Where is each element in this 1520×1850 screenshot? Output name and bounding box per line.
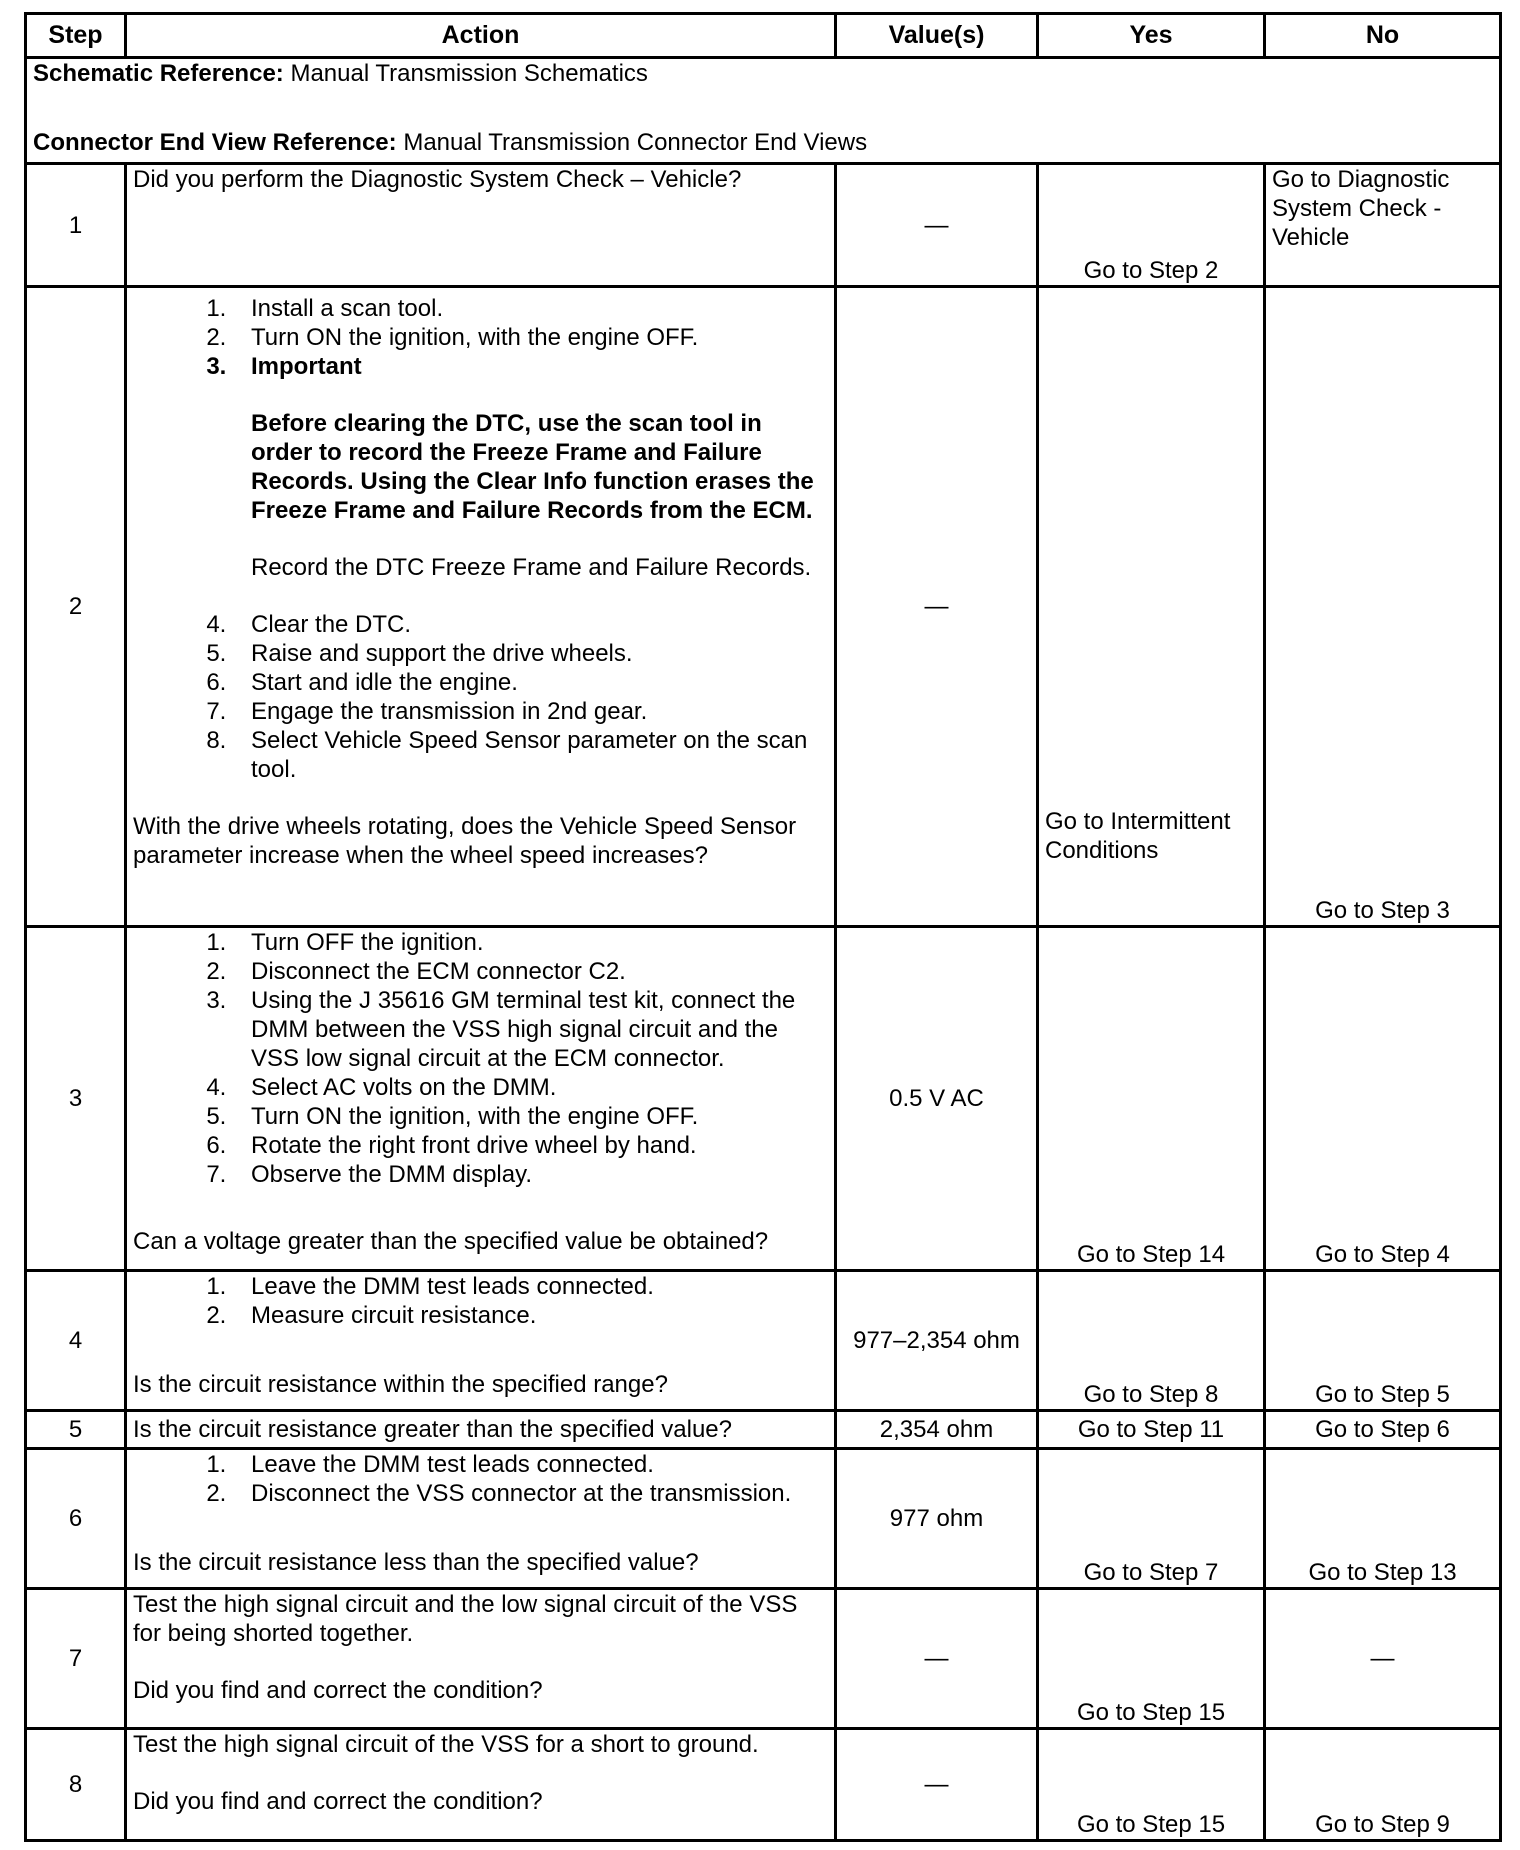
action-question: Did you find and correct the condition? xyxy=(133,1788,543,1815)
action-question: Is the circuit resistance less than the specified value? xyxy=(133,1549,699,1576)
table-row xyxy=(26,1411,1501,1449)
action-question: Did you perform the Diagnostic System Check – Vehicle? xyxy=(133,166,742,193)
yes-cell: Go to Step 14 xyxy=(1038,927,1265,1271)
list-item: 1. Leave the DMM test leads connected. xyxy=(233,1272,828,1301)
yes-cell: Go to Step 7 xyxy=(1038,1449,1265,1589)
list-item: 5. Turn ON the ignition, with the engine OFF. xyxy=(233,1102,828,1131)
connector-reference-value: Manual Transmission Connector End Views xyxy=(403,129,868,156)
list-item: 2. Turn ON the ignition, with the engine OFF. xyxy=(233,323,828,352)
schematic-reference-value: Manual Transmission Schematics xyxy=(290,60,648,87)
no-cell: Go to Step 4 xyxy=(1265,927,1501,1271)
action-steps-list xyxy=(133,294,828,582)
table-row xyxy=(26,927,1501,1271)
no-cell: Go to Step 3 xyxy=(1265,287,1501,927)
table-row xyxy=(26,1271,1501,1411)
header-row xyxy=(26,14,1501,58)
no-cell: Go to Step 9 xyxy=(1265,1729,1501,1841)
action-cell xyxy=(126,164,836,287)
important-label: 3. Important xyxy=(251,353,362,380)
action-cell xyxy=(126,1271,836,1411)
value-cell: 977 ohm xyxy=(836,1449,1038,1589)
action-question: Did you find and correct the condition? xyxy=(133,1677,543,1704)
list-item: 1. Leave the DMM test leads connected. xyxy=(233,1450,828,1479)
action-steps-list xyxy=(133,610,828,784)
list-item: 7. Engage the transmission in 2nd gear. xyxy=(233,697,828,726)
yes-cell: Go to Step 11 xyxy=(1038,1411,1265,1449)
list-item: 6. Start and idle the engine. xyxy=(233,668,828,697)
step-number: 3 xyxy=(26,927,126,1271)
list-item: 3. Using the J 35616 GM terminal test kit, connect the DMM between the VSS high signal circuit and the VSS low signal circuit at the ECM connector. xyxy=(233,986,828,1073)
yes-cell: Go to Intermittent Conditions xyxy=(1038,287,1265,927)
no-cell: Go to Step 6 xyxy=(1265,1411,1501,1449)
list-item: 1. Turn OFF the ignition. xyxy=(233,928,828,957)
list-item: 1. Install a scan tool. xyxy=(233,294,828,323)
value-cell: — xyxy=(836,1729,1038,1841)
list-item: 8. Select Vehicle Speed Sensor parameter on the scan tool. xyxy=(233,726,828,784)
table-row xyxy=(26,1589,1501,1729)
no-cell: Go to Step 13 xyxy=(1265,1449,1501,1589)
value-cell: — xyxy=(836,164,1038,287)
value-cell: 2,354 ohm xyxy=(836,1411,1038,1449)
list-item: 7. Observe the DMM display. xyxy=(233,1160,828,1189)
list-item: 2. Disconnect the ECM connector C2. xyxy=(233,957,828,986)
yes-cell: Go to Step 15 xyxy=(1038,1589,1265,1729)
step-number: 4 xyxy=(26,1271,126,1411)
action-instruction: Test the high signal circuit of the VSS for a short to ground. xyxy=(133,1731,759,1758)
list-item: 4. Clear the DTC. xyxy=(233,610,828,639)
no-cell: Go to Step 5 xyxy=(1265,1271,1501,1411)
diagnostic-table xyxy=(24,12,1502,1842)
step-number: 5 xyxy=(26,1411,126,1449)
action-steps-list xyxy=(133,1450,828,1508)
yes-cell: Go to Step 2 xyxy=(1038,164,1265,287)
action-question: Is the circuit resistance greater than the specified value? xyxy=(133,1416,732,1443)
yes-cell: Go to Step 15 xyxy=(1038,1729,1265,1841)
header-step: Step xyxy=(26,14,126,58)
schematic-reference-label: Schematic Reference: xyxy=(33,60,284,87)
value-cell: 977–2,354 ohm xyxy=(836,1271,1038,1411)
action-cell xyxy=(126,1729,836,1841)
action-question: With the drive wheels rotating, does the Vehicle Speed Sensor parameter increase when the wheel speed increases? xyxy=(133,813,797,869)
action-cell xyxy=(126,927,836,1271)
value-cell: 0.5 V AC xyxy=(836,927,1038,1271)
list-item: 6. Rotate the right front drive wheel by hand. xyxy=(233,1131,828,1160)
action-cell xyxy=(126,1411,836,1449)
header-values: Value(s) xyxy=(836,14,1038,58)
action-cell xyxy=(126,1589,836,1729)
step-number: 2 xyxy=(26,287,126,927)
reference-cell xyxy=(26,58,1501,164)
list-item: 5. Raise and support the drive wheels. xyxy=(233,639,828,668)
step-number: 1 xyxy=(26,164,126,287)
action-steps-list xyxy=(133,928,828,1189)
action-steps-list xyxy=(133,1272,828,1330)
value-cell: — xyxy=(836,287,1038,927)
reference-row xyxy=(26,58,1501,164)
list-item: 2. Measure circuit resistance. xyxy=(233,1301,828,1330)
action-cell xyxy=(126,1449,836,1589)
no-cell: Go to Diagnostic System Check - Vehicle xyxy=(1265,164,1501,287)
step-number: 6 xyxy=(26,1449,126,1589)
record-note: Record the DTC Freeze Frame and Failure Records. xyxy=(251,554,812,581)
header-yes: Yes xyxy=(1038,14,1265,58)
table-row xyxy=(26,1449,1501,1589)
value-cell: — xyxy=(836,1589,1038,1729)
schematic-reference xyxy=(33,59,1493,88)
action-cell xyxy=(126,287,836,927)
list-item: 2. Disconnect the VSS connector at the transmission. xyxy=(233,1479,828,1508)
action-question: Can a voltage greater than the specified value be obtained? xyxy=(133,1228,769,1255)
table-row xyxy=(26,1729,1501,1841)
header-action: Action xyxy=(126,14,836,58)
list-item xyxy=(233,352,828,582)
step-number: 8 xyxy=(26,1729,126,1841)
connector-reference-label: Connector End View Reference: xyxy=(33,129,397,156)
step-number: 7 xyxy=(26,1589,126,1729)
table-row xyxy=(26,164,1501,287)
no-cell: — xyxy=(1265,1589,1501,1729)
action-question: Is the circuit resistance within the specified range? xyxy=(133,1371,668,1398)
important-note: Before clearing the DTC, use the scan tool in order to record the Freeze Frame and Failure Records. Using the Clear Info function erases the Freeze Frame and Failure Records from the ECM. xyxy=(251,410,814,524)
action-instruction: Test the high signal circuit and the low signal circuit of the VSS for being shorted together. xyxy=(133,1591,798,1647)
list-item: 4. Select AC volts on the DMM. xyxy=(233,1073,828,1102)
connector-reference xyxy=(33,128,1493,157)
header-no: No xyxy=(1265,14,1501,58)
yes-cell: Go to Step 8 xyxy=(1038,1271,1265,1411)
table-row xyxy=(26,287,1501,927)
